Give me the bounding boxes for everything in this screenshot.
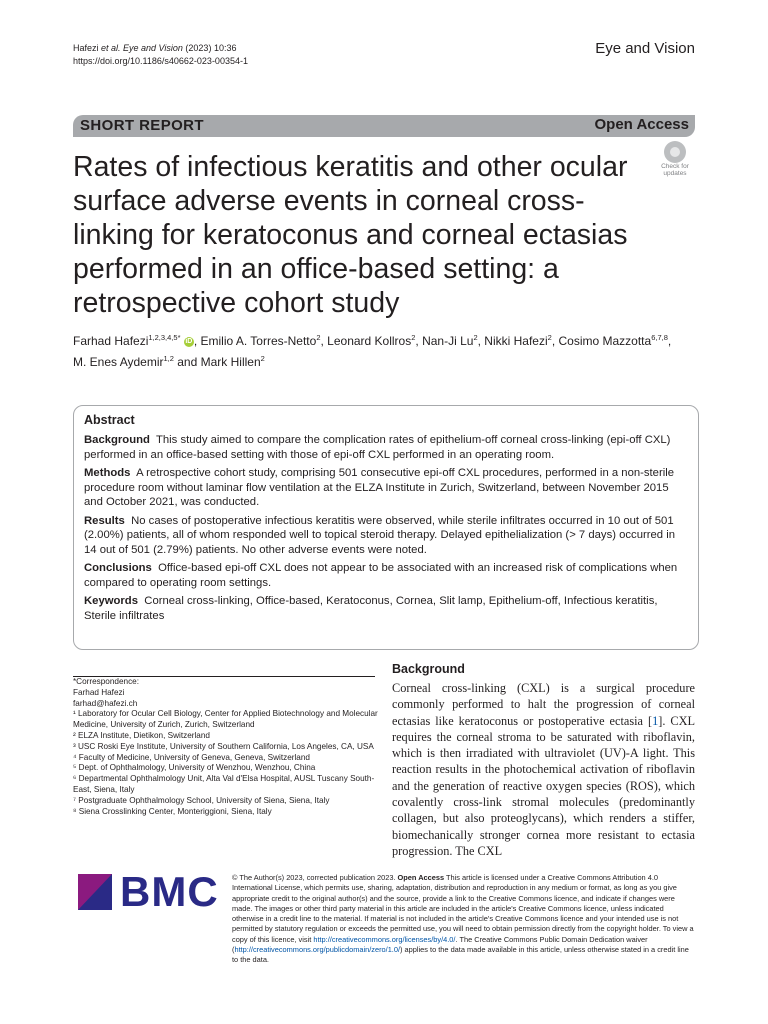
correspondence-label: *Correspondence: — [73, 677, 139, 686]
article-title: Rates of infectious keratitis and other ocular surface adverse events in corneal cross-linking for keratoconus and corneal ectasias performed in an office-based setting: a retrospective cohort study — [73, 151, 628, 319]
article-type-label: SHORT REPORT — [80, 117, 204, 134]
author-name: Leonard Kollros — [327, 334, 412, 348]
abstract-keywords — [84, 594, 688, 623]
abstract-keywords-label: Keywords — [84, 595, 138, 607]
abstract-keywords-text: Corneal cross-linking, Office-based, Keratoconus, Cornea, Slit lamp, Epithelium-off, Infectious keratitis, Sterile infiltrates — [84, 595, 658, 622]
journal-name: Eye and Vision — [595, 40, 695, 57]
license-body: This article is licensed under a Creative Commons Attribution 4.0 International License, which permits use, sharing, adaptation, distribution and reproduction in any medium or format, as long as you give appropriate credit to the original author(s) and the source, provide a link to the Creative Commons licence, and indicate if changes were made. The images or other third party material in this article are included in the article's Creative Commons licence, unless indicated otherwise in a credit line to the material. If material is not included in the article's Creative Commons licence and your intended use is not permitted by statutory regulation or exceeds the permitted use, you will need to obtain permission directly from the copyright holder. To view a copy of this licence, visit — [232, 873, 694, 944]
author-name: Mark Hillen — [200, 355, 261, 369]
abstract-heading: Abstract — [84, 413, 135, 427]
affiliation-item: ⁶ Departmental Ophthalmology Unit, Alta Val d'Elsa Hospital, AUSL Tuscany South-East, Siena, Italy — [73, 774, 375, 794]
license-body-2: . The Creative Commons Public Domain Dedication waiver ( — [232, 934, 648, 955]
author-affil: 1,2 — [163, 354, 174, 363]
abstract-methods-text: A retrospective cohort study, comprising 501 consecutive epi-off CXL procedures, performed in a non-sterile procedure room without laminar flow ventilation at the ELZA Institute in Zurich, Switzerland, between November 2015 and October 2021, was conducted. — [84, 467, 675, 508]
article-type-banner — [73, 115, 695, 137]
author-name: Cosimo Mazzotta — [558, 334, 652, 348]
author-affil: 1,2,3,4,5* — [148, 333, 181, 342]
abstract-background-label: Background — [84, 434, 150, 446]
abstract-box — [73, 405, 699, 650]
abstract-methods-label: Methods — [84, 467, 131, 479]
bmc-logo-icon — [78, 874, 112, 910]
affiliation-item: ⁸ Siena Crosslinking Center, Monteriggioni, Siena, Italy — [73, 806, 272, 816]
check-updates-icon — [664, 141, 686, 163]
affiliation-item: ³ USC Roski Eye Institute, University of Southern California, Los Angeles, CA, USA — [73, 741, 374, 751]
citation-journal: Eye and Vision — [120, 43, 183, 53]
affiliation-item: ¹ Laboratory for Ocular Cell Biology, Center for Applied Biotechnology and Molecular Medicine, University of Zurich, Zurich, Switzerland — [73, 709, 378, 730]
citation-header — [73, 42, 248, 68]
license-copyright: © The Author(s) 2023, corrected publication 2023. — [232, 873, 398, 882]
abstract-results-label: Results — [84, 514, 125, 527]
affiliation-item: ⁵ Dept. of Ophthalmology, University of Wenzhou, Wenzhou, China — [73, 763, 316, 773]
author-affil: 2 — [473, 333, 478, 342]
author-list: Farhad Hafezi$^{1,2,3,4,5*}$ iD , Emilio A. Torres-Netto$^2$, Leonard Kollros$^2$, Nan-Ji Lu$^2$, Nikki Hafezi$^2$, Cosimo Mazzotta$^{6,7,8}$, M. Enes Aydemir$^{1,2}$ and Mark Hillen$^2$ — [73, 333, 672, 369]
reference-link[interactable]: 1 — [652, 713, 659, 728]
correspondence-name: Farhad Hafezi — [73, 687, 125, 697]
check-updates-line1: Check for — [661, 163, 689, 170]
abstract-methods — [84, 466, 688, 510]
affiliation-item: ⁴ Faculty of Medicine, University of Geneva, Geneva, Switzerland — [73, 752, 310, 762]
license-open-access: Open Access — [397, 873, 445, 882]
check-updates-line2: updates — [663, 170, 687, 177]
license-link-zero[interactable]: http://creativecommons.org/publicdomain/zero/1.0/ — [234, 945, 401, 955]
abstract-conclusions-label: Conclusions — [84, 562, 152, 574]
bmc-logo — [78, 868, 219, 915]
orcid-icon[interactable]: iD — [185, 337, 193, 345]
abstract-results-text: No cases of postoperative infectious keratitis were observed, while sterile infiltrates occurred in 10 out of 501 (2.00%) patients, all of whom responded well to topical steroid therapy. Delayed epithelialization (> 7 days) occurred in 14 out of 501 (2.79%) patients. No other adverse events were noted. — [84, 514, 675, 556]
author-name: Farhad Hafezi — [73, 334, 149, 348]
affiliation-item: ² ELZA Institute, Dietikon, Switzerland — [73, 730, 210, 740]
body-paragraph — [392, 680, 695, 859]
author-affil: 2 — [316, 333, 321, 342]
author-affil: 2 — [411, 333, 416, 342]
author-name: Nan-Ji Lu — [422, 334, 474, 348]
affiliations — [73, 677, 378, 817]
abstract-conclusions-text: Office-based epi-off CXL does not appear to be associated with an increased risk of complications when compared to operating room settings. — [84, 562, 678, 589]
open-access-label: Open Access — [594, 116, 689, 133]
doi-link[interactable]: https://doi.org/10.1186/s40662-023-00354-1 — [73, 56, 248, 66]
author-name: Nikki Hafezi — [484, 334, 548, 348]
body-text-1: Corneal cross-linking (CXL) is a surgical procedure commonly performed to halt the progression of corneal ectasias like keratoconus or postoperative ectasia [ — [392, 681, 695, 728]
affiliation-item: ⁷ Postgraduate Ophthalmology School, University of Siena, Siena, Italy — [73, 795, 330, 805]
citation-year: (2023) 10:36 — [182, 43, 237, 53]
citation-etal: et al. — [101, 43, 121, 53]
abstract-background — [84, 433, 688, 462]
license-text — [232, 873, 696, 966]
license-link-by[interactable]: http://creativecommons.org/licenses/by/4.0/ — [313, 934, 456, 944]
bmc-logo-text: BMC — [120, 868, 219, 915]
author-name: Emilio A. Torres-Netto — [200, 334, 317, 348]
author-name: M. Enes Aydemir — [73, 355, 164, 369]
abstract-conclusions — [84, 561, 688, 590]
author-affil: 2 — [547, 333, 552, 342]
citation-authors: Hafezi — [73, 43, 102, 53]
check-for-updates-badge[interactable] — [655, 141, 695, 181]
abstract-results — [84, 514, 688, 558]
body-heading: Background — [392, 662, 465, 676]
correspondence-email[interactable]: farhad@hafezi.ch — [73, 698, 138, 708]
author-affil: 2 — [260, 354, 265, 363]
author-affil: 6,7,8 — [651, 333, 668, 342]
abstract-background-text: This study aimed to compare the complication rates of epithelium-off corneal cross-linking (epi-off CXL) performed in an office-based setting with those of epi-off CXL performed in an operating room. — [84, 434, 671, 461]
license-body-3: ) applies to the data made available in this article, unless otherwise stated in a credit line to the data. — [232, 945, 689, 965]
body-text-2: ]. CXL requires the corneal stroma to be saturated with riboflavin, which is then irradiated with ultraviolet (UV)-A light. This reaction results in the photochemical activation of riboflavin and the generation of reactive oxygen species (ROS), which covalently cross-link stromal molecules (predominantly collagen, but also proteoglycans), which renders a stiffer, biomechanically stronger cornea more resistant to ectasia progression. The CXL — [392, 713, 695, 858]
